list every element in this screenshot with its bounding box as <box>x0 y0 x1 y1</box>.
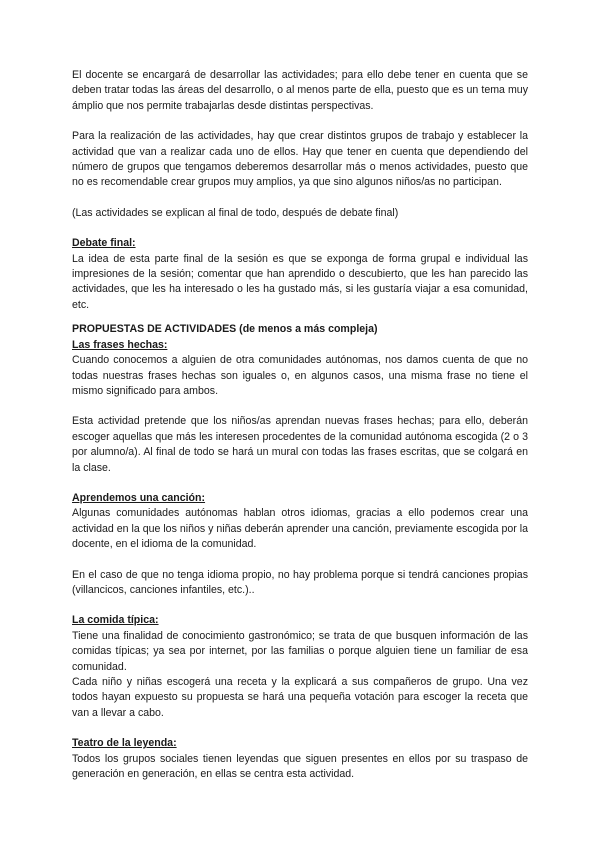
paragraph-frases-1: Cuando conocemos a alguien de otra comunidades autónomas, nos damos cuenta de que no todas nuestras frases hechas son iguales o, en algunos casos, una misma frase no tiene el mismo significado para ambos. <box>72 354 528 397</box>
paragraph-intro: El docente se encargará de desarrollar las actividades; para ello debe tener en cuenta que se deben tratar todas las áreas del desarrollo, o al menos parte de ella, puesto que es un tema muy ámplio que nos permite trabajarlas desde distintas perspectivas. <box>72 69 528 112</box>
heading-comida-tipica: La comida típica: <box>72 614 159 627</box>
heading-debate-final: Debate final: <box>72 237 136 250</box>
heading-propuestas: PROPUESTAS DE ACTIVIDADES (de menos a más compleja) <box>72 323 378 336</box>
paragraph-comida-2: Cada niño y niñas escogerá una receta y la explicará a sus compañeros de grupo. Una vez todos hayan expuesto su propuesta se hará una pequeña votación para escoger la receta que van a llevar a cabo. <box>72 676 528 719</box>
paragraph-groups: Para la realización de las actividades, hay que crear distintos grupos de trabajo y establecer la actividad que van a realizar cada uno de ellos. Hay que tener en cuenta que dependiendo del número de grupos que tengamos deberemos desarrollar más o menos actividades, puesto que no es recomendable crear grupos muy amplios, ya que sino algunos niños/as no participan. <box>72 130 528 189</box>
heading-cancion: Aprendemos una canción: <box>72 491 206 504</box>
paragraph-cancion-2: En el caso de que no tenga idioma propio, no hay problema porque si tendrá canciones propias (villancicos, canciones infantiles, etc.).. <box>72 568 528 596</box>
paragraph-debate: La idea de esta parte final de la sesión es que se exponga de forma grupal e individual las impresiones de la sesión; comentar que han aprendido o descubierto, que les han parecido las actividades, que les ha interesado o les ha gustado más, si les gustaría viajar a esa comunidad, etc. <box>72 252 528 311</box>
paragraph-note: (Las actividades se explican al final de todo, después de debate final) <box>72 206 399 219</box>
paragraph-frases-2: Esta actividad pretende que los niños/as aprendan nuevas frases hechas; para ello, deberán escoger aquellas que más les interesen procedentes de la comunidad autónoma escogida (2 o 3 por alumno/a). Al final de todo se hará un mural con todas las frases escritas, que se colgará en la clase. <box>72 415 528 474</box>
heading-frases-hechas: Las frases hechas: <box>72 338 168 351</box>
document-page <box>72 68 528 782</box>
paragraph-cancion-1: Algunas comunidades autónomas hablan otros idiomas, gracias a ello podemos crear una actividad en la que los niños y niñas deberán aprender una canción, previamente escogida por la docente, en el idioma de la comunidad. <box>72 507 528 551</box>
paragraph-comida-1: Tiene una finalidad de conocimiento gastronómico; se trata de que busquen información de las comidas típicas; ya sea por internet, por las familias o porque alguien tiene un familiar de esa comunidad. <box>72 629 528 673</box>
heading-teatro-leyenda: Teatro de la leyenda: <box>72 737 177 750</box>
paragraph-teatro-1: Todos los grupos sociales tienen leyendas que siguen presentes en ellos por su traspaso de generación en generación, en ellas se centra esta actividad. <box>72 752 528 781</box>
